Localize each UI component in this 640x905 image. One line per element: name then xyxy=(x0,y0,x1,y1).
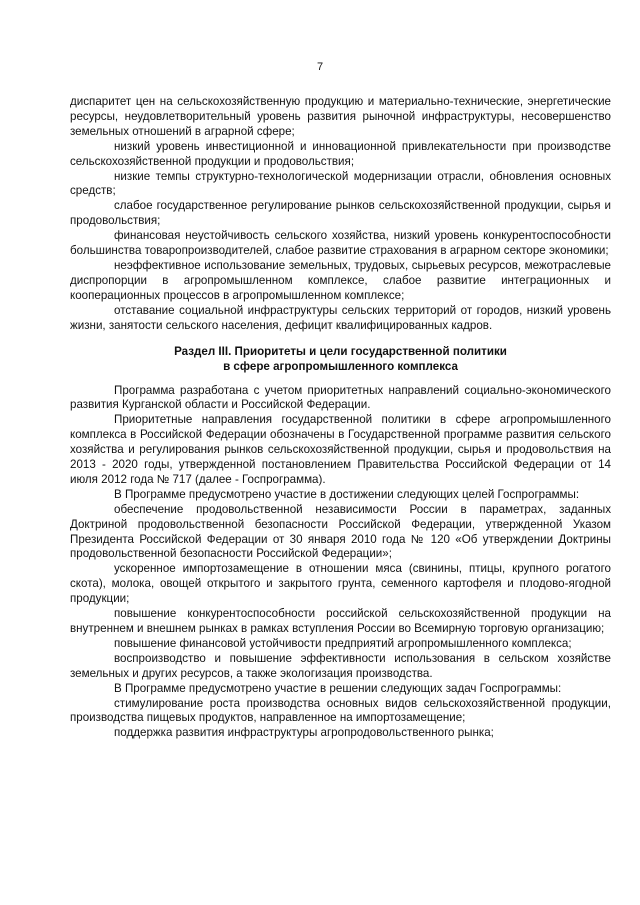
section-title-line-2: в сфере агропромышленного комплекса xyxy=(223,359,458,373)
paragraph: В Программе предусмотрено участие в достижении следующих целей Госпрограммы: xyxy=(114,487,580,501)
paragraph: отставание социальной инфраструктуры сельских территорий от городов, низкий уровень жизни, занятости сельского населения, дефицит квалифицированных кадров. xyxy=(70,303,611,332)
paragraph: Приоритетные направления государственной политики в сфере агропромышленного комплекса в Российской Федерации обозначены в Государственной программе развития сельского хозяйства и регулирования рынков сельскохозяйственной продукции, сырья и продовольствия на 2013 - 2020 годы, утвержденной постановлением Правительства Российской Федерации от 14 июля 2012 года № 717 (далее - Госпрограмма). xyxy=(70,413,611,486)
paragraph: стимулирование роста производства основных видов сельскохозяйственной продукции, производства пищевых продуктов, направленное на импортозамещение; xyxy=(70,696,611,725)
document-body xyxy=(70,95,611,741)
paragraph: повышение конкурентоспособности российской сельскохозяйственной продукции на внутреннем и внешнем рынках в рамках вступления России во Всемирную торговую организацию; xyxy=(70,607,611,635)
paragraph: финансовая неустойчивость сельского хозяйства, низкий уровень конкурентоспособности большинства товаропроизводителей, слабое развитие страхования в аграрном секторе экономики; xyxy=(70,229,611,258)
page-number: 7 xyxy=(316,61,324,73)
paragraph: повышение финансовой устойчивости предприятий агропромышленного комплекса; xyxy=(114,636,572,650)
paragraph: Программа разработана с учетом приоритетных направлений социально-экономического развития Курганской области и Российской Федерации. xyxy=(70,383,611,412)
paragraph: слабое государственное регулирование рынков сельскохозяйственной продукции, сырья и продовольствия; xyxy=(70,199,611,228)
paragraph: В Программе предусмотрено участие в решении следующих задач Госпрограммы: xyxy=(114,681,562,695)
section-heading xyxy=(70,344,611,374)
paragraph: поддержка развития инфраструктуры агропродовольственного рынка; xyxy=(114,726,494,740)
paragraph: низкие темпы структурно-технологической модернизации отрасли, обновления основных средств; xyxy=(70,169,611,198)
section-title-line-1: Раздел III. Приоритеты и цели государственной политики xyxy=(174,344,507,358)
paragraph: неэффективное использование земельных, трудовых, сырьевых ресурсов, межотраслевые диспропорции в агропромышленном комплексе, слабое развитие интеграционных и кооперационных процессов в агропромышленном комплексе; xyxy=(70,258,611,302)
paragraph: воспроизводство и повышение эффективности использования в сельском хозяйстве земельных и других ресурсов, а также экологизация производства. xyxy=(70,651,611,680)
paragraph: низкий уровень инвестиционной и инновационной привлекательности при производстве сельскохозяйственной продукции и продовольствия; xyxy=(70,139,611,168)
paragraph: ускоренное импортозамещение в отношении мяса (свинины, птицы, крупного рогатого скота), молока, овощей открытого и закрытого грунта, семенного картофеля и плодово-ягодной продукции; xyxy=(70,562,611,606)
paragraph: обеспечение продовольственной независимости России в параметрах, заданных Доктриной продовольственной безопасности Российской Федерации, утвержденной Указом Президента Российской Федерации от 30 января 2010 года № 120 «Об утверждении Доктрины продовольственной безопасности Российской Федерации»; xyxy=(70,502,611,561)
paragraph: диспаритет цен на сельскохозяйственную продукцию и материально-технические, энергетические ресурсы, неудовлетворительный уровень развития рыночной инфраструктуры, несовершенство земельных отношений в аграрной сфере; xyxy=(70,95,611,138)
